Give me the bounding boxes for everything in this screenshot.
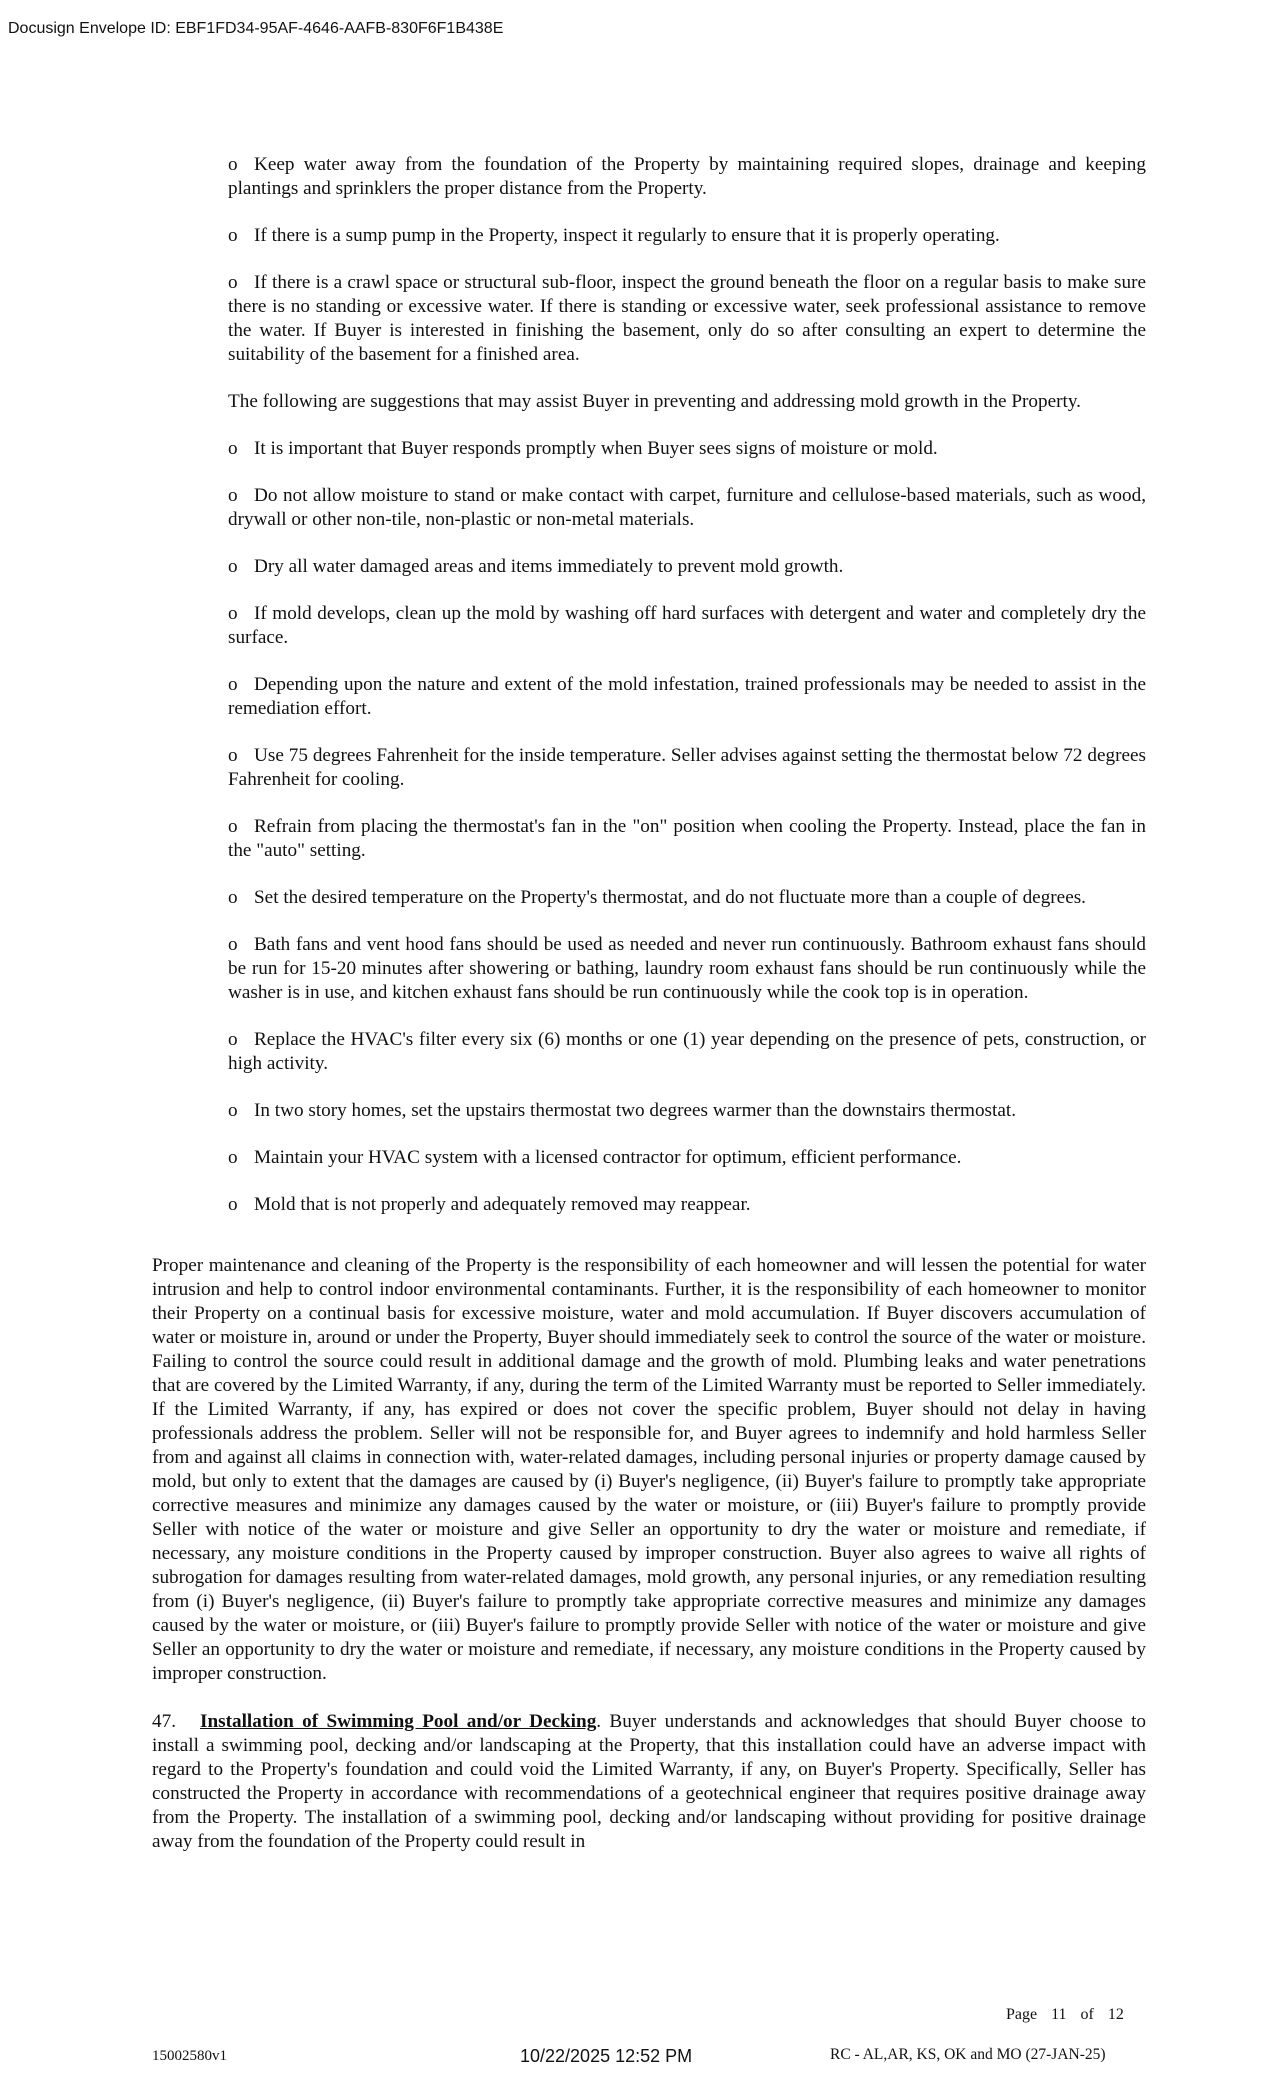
list-item [228,886,1146,910]
bullet-marker: o [228,225,238,246]
list-item [228,1193,1146,1217]
page-indicator [1006,2006,1138,2024]
list-item-text: Dry all water damaged areas and items immediately to prevent mold growth. [254,556,844,577]
list-item-text: In two story homes, set the upstairs thermostat two degrees warmer than the downstairs thermostat. [254,1100,1017,1121]
bullet-marker: o [228,1029,238,1050]
list-item [228,815,1146,863]
list-item-text: It is important that Buyer responds promptly when Buyer sees signs of moisture or mold. [254,438,938,459]
bullet-marker: o [228,438,238,459]
list-item-text: If there is a sump pump in the Property, inspect it regularly to ensure that it is properly operating. [254,225,1000,246]
section-number: 47. [152,1711,176,1732]
section-title: Installation of Swimming Pool and/or Decking [200,1711,597,1732]
list-item-text: Bath fans and vent hood fans should be used as needed and never run continuously. Bathroom exhaust fans should be run for 15-20 minutes after showering or bathing, laundry room exhaust fans should be run continuously while the washer is in use, and kitchen exhaust fans should be run continuously while the cook top is in operation. [228,934,1146,1003]
list-item [228,271,1146,367]
list-item-text: Mold that is not properly and adequately removed may reappear. [254,1194,751,1215]
list-item-text: Set the desired temperature on the Property's thermostat, and do not fluctuate more than a couple of degrees. [254,887,1086,908]
list-item [228,1146,1146,1170]
bullet-marker: o [228,1147,238,1168]
bullet-marker: o [228,674,238,695]
list-item-text: Use 75 degrees Fahrenheit for the inside temperature. Seller advises against setting the thermostat below 72 degrees Fahrenheit for cooling. [228,745,1146,790]
mold-suggestions [228,390,1146,1217]
section-47 [152,1710,1146,1854]
list-item [228,484,1146,532]
list-item [228,1028,1146,1076]
envelope-id: Docusign Envelope ID: EBF1FD34-95AF-4646-AAFB-830F6F1B438E [8,20,504,37]
timestamp: 10/22/2025 12:52 PM [520,2046,693,2066]
document-body [152,153,1146,1854]
list-item [228,673,1146,721]
bullet-marker: o [228,556,238,577]
of-label: of [1080,2006,1094,2023]
list-item-text: Keep water away from the foundation of the Property by maintaining required slopes, drainage and keeping plantings and sprinklers the proper distance from the Property. [228,154,1146,199]
suggestions-intro: The following are suggestions that may assist Buyer in preventing and addressing mold growth in the Property. [228,391,1081,412]
bullet-marker: o [228,887,238,908]
bullet-marker: o [228,154,238,175]
list-item-text: Refrain from placing the thermostat's fan in the "on" position when cooling the Property. Instead, place the fan in the "auto" setting. [228,816,1146,861]
list-item [228,224,1146,248]
bullet-list-mold [228,437,1146,1217]
list-item-text: Maintain your HVAC system with a licensed contractor for optimum, efficient performance. [254,1147,962,1168]
maintenance-paragraph: Proper maintenance and cleaning of the Property is the responsibility of each homeowner and will lessen the potential for water intrusion and help to control indoor environmental contaminants. Further, it is the responsibility of each homeowner to monitor their Property on a continual basis for excessive moisture, water and mold accumulation. If Buyer discovers accumulation of water or moisture in, around or under the Property, Buyer should immediately seek to control the source of the water or moisture. Failing to control the source could result in additional damage and the growth of mold. Plumbing leaks and water penetrations that are covered by the Limited Warranty, if any, during the term of the Limited Warranty must be reported to Seller immediately. If the Limited Warranty, if any, has expired or does not cover the specific problem, Buyer should not delay in having professionals address the problem. Seller will not be responsible for, and Buyer agrees to indemnify and hold harmless Seller from and against all claims in connection with, water-related damages, including personal injuries or property damage caused by mold, but only to extent that the damages are caused by (i) Buyer's negligence, (ii) Buyer's failure to promptly take appropriate corrective measures and minimize any damages caused by the water or moisture, or (iii) Buyer's failure to promptly provide Seller with notice of the water or moisture and give Seller an opportunity to dry the water or moisture and remediate, if necessary, any moisture conditions in the Property caused by improper construction. Buyer also agrees to waive all rights of subrogation for damages resulting from water-related damages, mold growth, any personal injuries, or any remediation resulting from (i) Buyer's negligence, (ii) Buyer's failure to promptly take appropriate corrective measures and minimize any damages caused by the water or moisture, or (iii) Buyer's failure to promptly provide Seller with notice of the water or moisture and give Seller an opportunity to dry the water or moisture and remediate, if necessary, any moisture conditions in the Property caused by improper construction. [152,1255,1146,1684]
bullet-marker: o [228,603,238,624]
list-item-text: Replace the HVAC's filter every six (6) months or one (1) year depending on the presence of pets, construction, or high activity. [228,1029,1146,1074]
bullet-marker: o [228,745,238,766]
bullet-marker: o [228,485,238,506]
bullet-marker: o [228,934,238,955]
list-item [228,933,1146,1005]
section-body: . Buyer understands and acknowledges that should Buyer choose to install a swimming pool, decking and/or landscaping at the Property, that this installation could have an adverse impact with regard to the Property's foundation and could void the Limited Warranty, if any, on Buyer's Property. Specifically, Seller has constructed the Property in accordance with recommendations of a geotechnical engineer that requires positive drainage away from the Property. The installation of a swimming pool, decking and/or landscaping without providing for positive drainage away from the foundation of the Property could result in [152,1711,1146,1852]
page-number: 11 [1051,2006,1067,2023]
list-item [228,153,1146,201]
list-item [228,437,1146,461]
list-item [228,1099,1146,1123]
list-item-text: If mold develops, clean up the mold by washing off hard surfaces with detergent and water and completely dry the surface. [228,603,1146,648]
bullet-marker: o [228,816,238,837]
bullet-marker: o [228,1194,238,1215]
doc-id: 15002580v1 [152,2048,227,2064]
page-label: Page [1006,2006,1038,2023]
bullet-marker: o [228,272,238,293]
list-item [228,555,1146,579]
list-item [228,602,1146,650]
bullet-list-prevention [228,153,1146,367]
form-code: RC - AL,AR, KS, OK and MO (27-JAN-25) [830,2046,1106,2063]
bullet-marker: o [228,1100,238,1121]
page-total: 12 [1107,2006,1124,2023]
list-item [228,744,1146,792]
list-item-text: If there is a crawl space or structural sub-floor, inspect the ground beneath the floor on a regular basis to make sure there is no standing or excessive water. If there is standing or excessive water, seek professional assistance to remove the water. If Buyer is interested in finishing the basement, only do so after consulting an expert to determine the suitability of the basement for a finished area. [228,272,1146,365]
list-item-text: Depending upon the nature and extent of the mold infestation, trained professionals may be needed to assist in the remediation effort. [228,674,1146,719]
list-item-text: Do not allow moisture to stand or make contact with carpet, furniture and cellulose-based materials, such as wood, drywall or other non-tile, non-plastic or non-metal materials. [228,485,1146,530]
